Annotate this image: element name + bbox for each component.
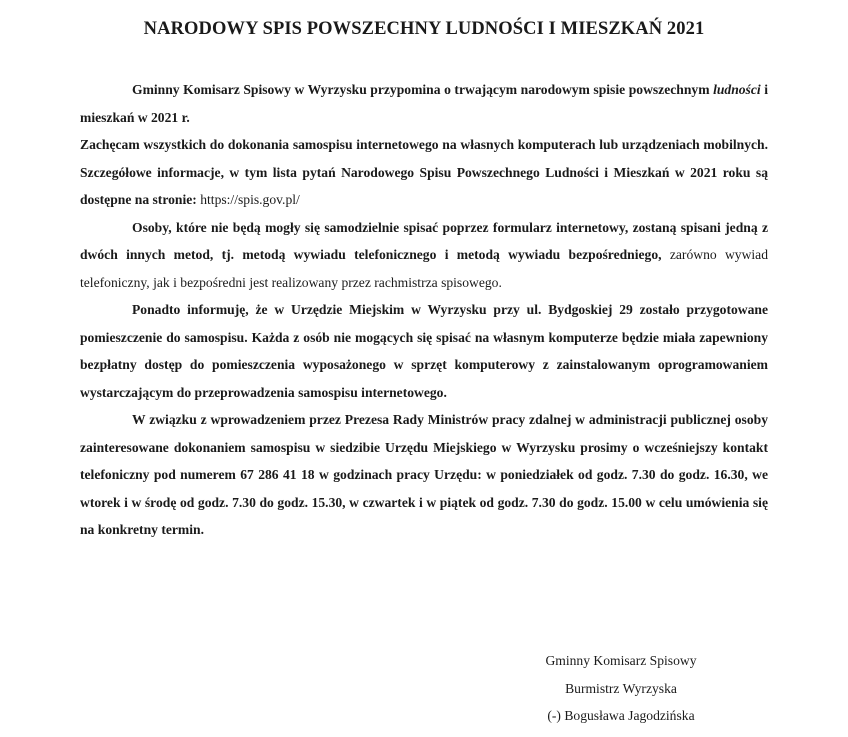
signature-block <box>526 647 716 730</box>
paragraph-reminder <box>80 76 768 131</box>
paragraph-reminder-text-end: i mieszkań w 2021 r. <box>80 82 768 125</box>
signature-name: (-) Bogusława Jagodzińska <box>547 708 695 723</box>
paragraph-other-methods <box>80 214 768 297</box>
paragraph-reminder-text: Gminny Komisarz Spisowy w Wyrzysku przypomina o trwającym narodowym spisie powszechnym <box>132 82 714 97</box>
census-website-link[interactable]: https://spis.gov.pl/ <box>200 192 300 207</box>
paragraph-other-methods-text-normal: zarówno wywiad telefoniczny, jak i bezpośredni jest realizowany przez rachmistrza spisowego. <box>80 247 769 290</box>
paragraph-contact-hours: W związku z wprowadzeniem przez Prezesa Rady Ministrów pracy zdalnej w administracji publicznej osoby zainteresowane dokonaniem samospisu w siedzibie Urzędu Miejskiego w Wyrzysku prosimy o wcześniejszy kontakt telefoniczny pod numerem 67 286 41 18 w godzinach pracy Urzędu: w poniedziałek od godz. 7.30 do godz. 16.30, we wtorek i w środę od godz. 7.30 do godz. 15.30, w czwartek i w piątek od godz. 7.30 do godz. 15.00 w celu umówienia się na konkretny termin. <box>80 412 768 537</box>
document-title: NARODOWY SPIS POWSZECHNY LUDNOŚCI I MIESZKAŃ 2021 <box>143 19 705 39</box>
signature-role: Gminny Komisarz Spisowy <box>545 653 697 668</box>
paragraph-self-census-text: Zachęcam wszystkich do dokonania samospisu internetowego na własnych komputerach lub urządzeniach mobilnych. Szczegółowe informacje, w tym lista pytań Narodowego Spisu Powszechnego Ludności i Mieszkań w 2021 roku są dostępne na stronie: <box>80 137 768 207</box>
paragraph-other-methods-text: Osoby, które nie będą mogły się samodzielnie spisać poprzez formularz internetowy, zostaną spisani jedną z dwóch innych metod, tj. metodą wywiadu telefonicznego i metodą wywiadu bezpośredniego, <box>80 219 768 262</box>
signature-title: Burmistrz Wyrzyska <box>565 680 677 696</box>
document-body <box>80 76 768 544</box>
paragraph-self-census <box>80 131 768 214</box>
paragraph-census-room: Ponadto informuję, że w Urzędzie Miejskim w Wyrzysku przy ul. Bydgoskiej 29 zostało przygotowane pomieszczenie do samospisu. Każda z osób nie mogących się spisać na własnym komputerze będzie miała zapewniony bezpłatny dostęp do pomieszczenia wyposażonego w sprzęt komputerowy z zainstalowanym oprogramowaniem wystarczającym do przeprowadzenia samospisu internetowego. <box>80 302 768 400</box>
paragraph-reminder-italic: ludności <box>713 82 761 97</box>
